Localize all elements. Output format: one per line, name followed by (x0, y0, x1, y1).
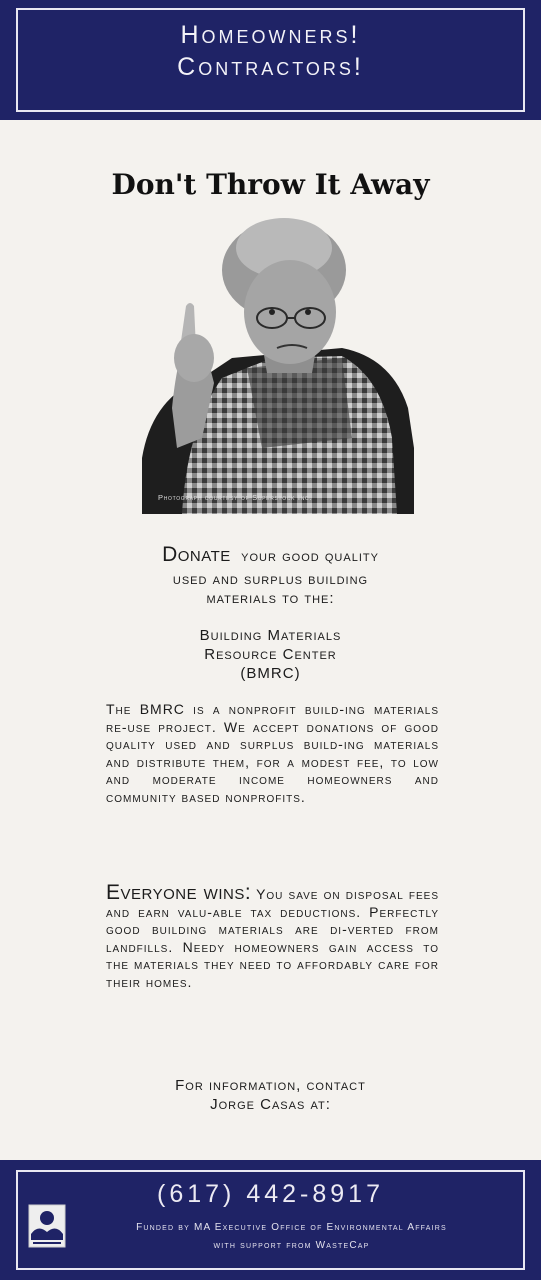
phone-number[interactable]: (617) 442-8917 (157, 1180, 384, 1208)
center-name-line1: Building Materials (199, 627, 342, 644)
photo-credit: Photograph courtesy of Superstock Inc. (158, 493, 313, 502)
center-name-line3: (BMRC) (240, 665, 301, 682)
headline-contractors: Contractors! (177, 53, 364, 81)
contact-line2: Jorge Casas at: (210, 1096, 331, 1113)
about-paragraph: The BMRC is a nonprofit build-ing materials re-use project. We accept donations of good quality used and surplus build-ing materials and distribute them, for a modest fee, to low and moderate income homeowners and community based nonprofits. (106, 701, 439, 805)
wins-paragraph (106, 881, 440, 991)
header-band (0, 0, 541, 120)
funded-line1: Funded by MA Executive Office of Environmental Affairs (136, 1222, 447, 1233)
agency-seal-icon (28, 1204, 66, 1248)
donate-line1 (0, 545, 541, 567)
footer-band (0, 1160, 541, 1280)
wins-text: You save on disposal fees and earn valu-able tax deductions. Perfectly good building materials are di-verted from landfills. Needy homeowners gain access to the materials they need to affordably care for their homes. (106, 886, 440, 990)
headline-homeowners: Homeowners! (180, 21, 361, 49)
donate-line3: materials to the: (206, 590, 335, 607)
woman-photo-illustration (142, 208, 414, 514)
funded-line2: with support from WasteCap (213, 1240, 370, 1251)
donate-lead: Donate (162, 543, 231, 566)
donate-line2: used and surplus building (172, 571, 369, 588)
page-title: Don't Throw It Away (111, 168, 430, 201)
wins-lead: Everyone wins: (106, 881, 252, 904)
center-name-line2: Resource Center (204, 646, 337, 663)
donate-rest: your good quality (241, 548, 379, 565)
contact-line1: For information, contact (175, 1077, 366, 1094)
woman-photo (142, 208, 414, 514)
